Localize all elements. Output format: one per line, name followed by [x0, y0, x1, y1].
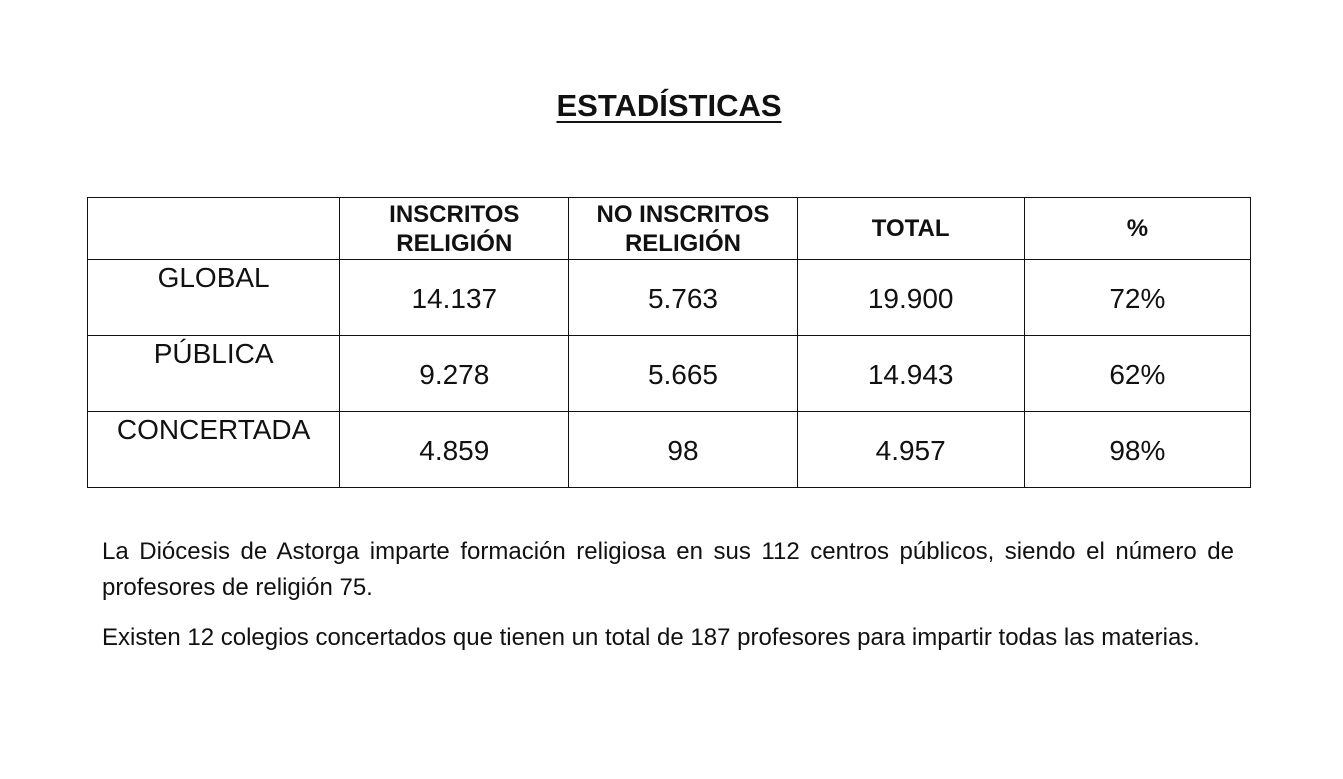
header-total: TOTAL — [797, 198, 1024, 260]
header-no-inscritos-line1: NO INSCRITOS — [596, 200, 770, 228]
header-inscritos-line1: INSCRITOS — [389, 200, 520, 228]
document-title-text: ESTADÍSTICAS — [556, 88, 782, 123]
table-row — [88, 260, 1251, 336]
row-label: GLOBAL — [88, 260, 340, 336]
paragraph-diocese-centers: La Diócesis de Astorga imparte formación religiosa en sus 112 centros públicos, siendo el número de profesores de religión 75. — [102, 538, 1234, 601]
row-label: CONCERTADA — [88, 412, 340, 488]
table-row — [88, 336, 1251, 412]
cell-no-inscritos: 5.763 — [569, 260, 797, 336]
cell-percent: 98% — [1024, 412, 1250, 488]
cell-inscritos: 4.859 — [340, 412, 569, 488]
cell-no-inscritos: 98 — [569, 412, 797, 488]
cell-total: 4.957 — [797, 412, 1024, 488]
cell-total: 14.943 — [797, 336, 1024, 412]
cell-inscritos: 14.137 — [340, 260, 569, 336]
header-corner-cell — [88, 198, 340, 260]
header-inscritos-line2: RELIGIÓN — [396, 229, 513, 257]
header-inscritos — [340, 198, 569, 260]
cell-no-inscritos: 5.665 — [569, 336, 797, 412]
row-label: PÚBLICA — [88, 336, 340, 412]
statistics-table — [87, 197, 1251, 488]
table-row — [88, 412, 1251, 488]
header-no-inscritos-line2: RELIGIÓN — [624, 229, 741, 257]
document-title — [0, 86, 1338, 126]
cell-inscritos: 9.278 — [340, 336, 569, 412]
paragraph-concerted-schools: Existen 12 colegios concertados que tienen un total de 187 profesores para impartir todas las materias. — [102, 624, 1200, 651]
table-header-row — [88, 198, 1251, 260]
header-percent: % — [1024, 198, 1250, 260]
header-no-inscritos — [569, 198, 797, 260]
cell-total: 19.900 — [797, 260, 1024, 336]
cell-percent: 72% — [1024, 260, 1250, 336]
cell-percent: 62% — [1024, 336, 1250, 412]
